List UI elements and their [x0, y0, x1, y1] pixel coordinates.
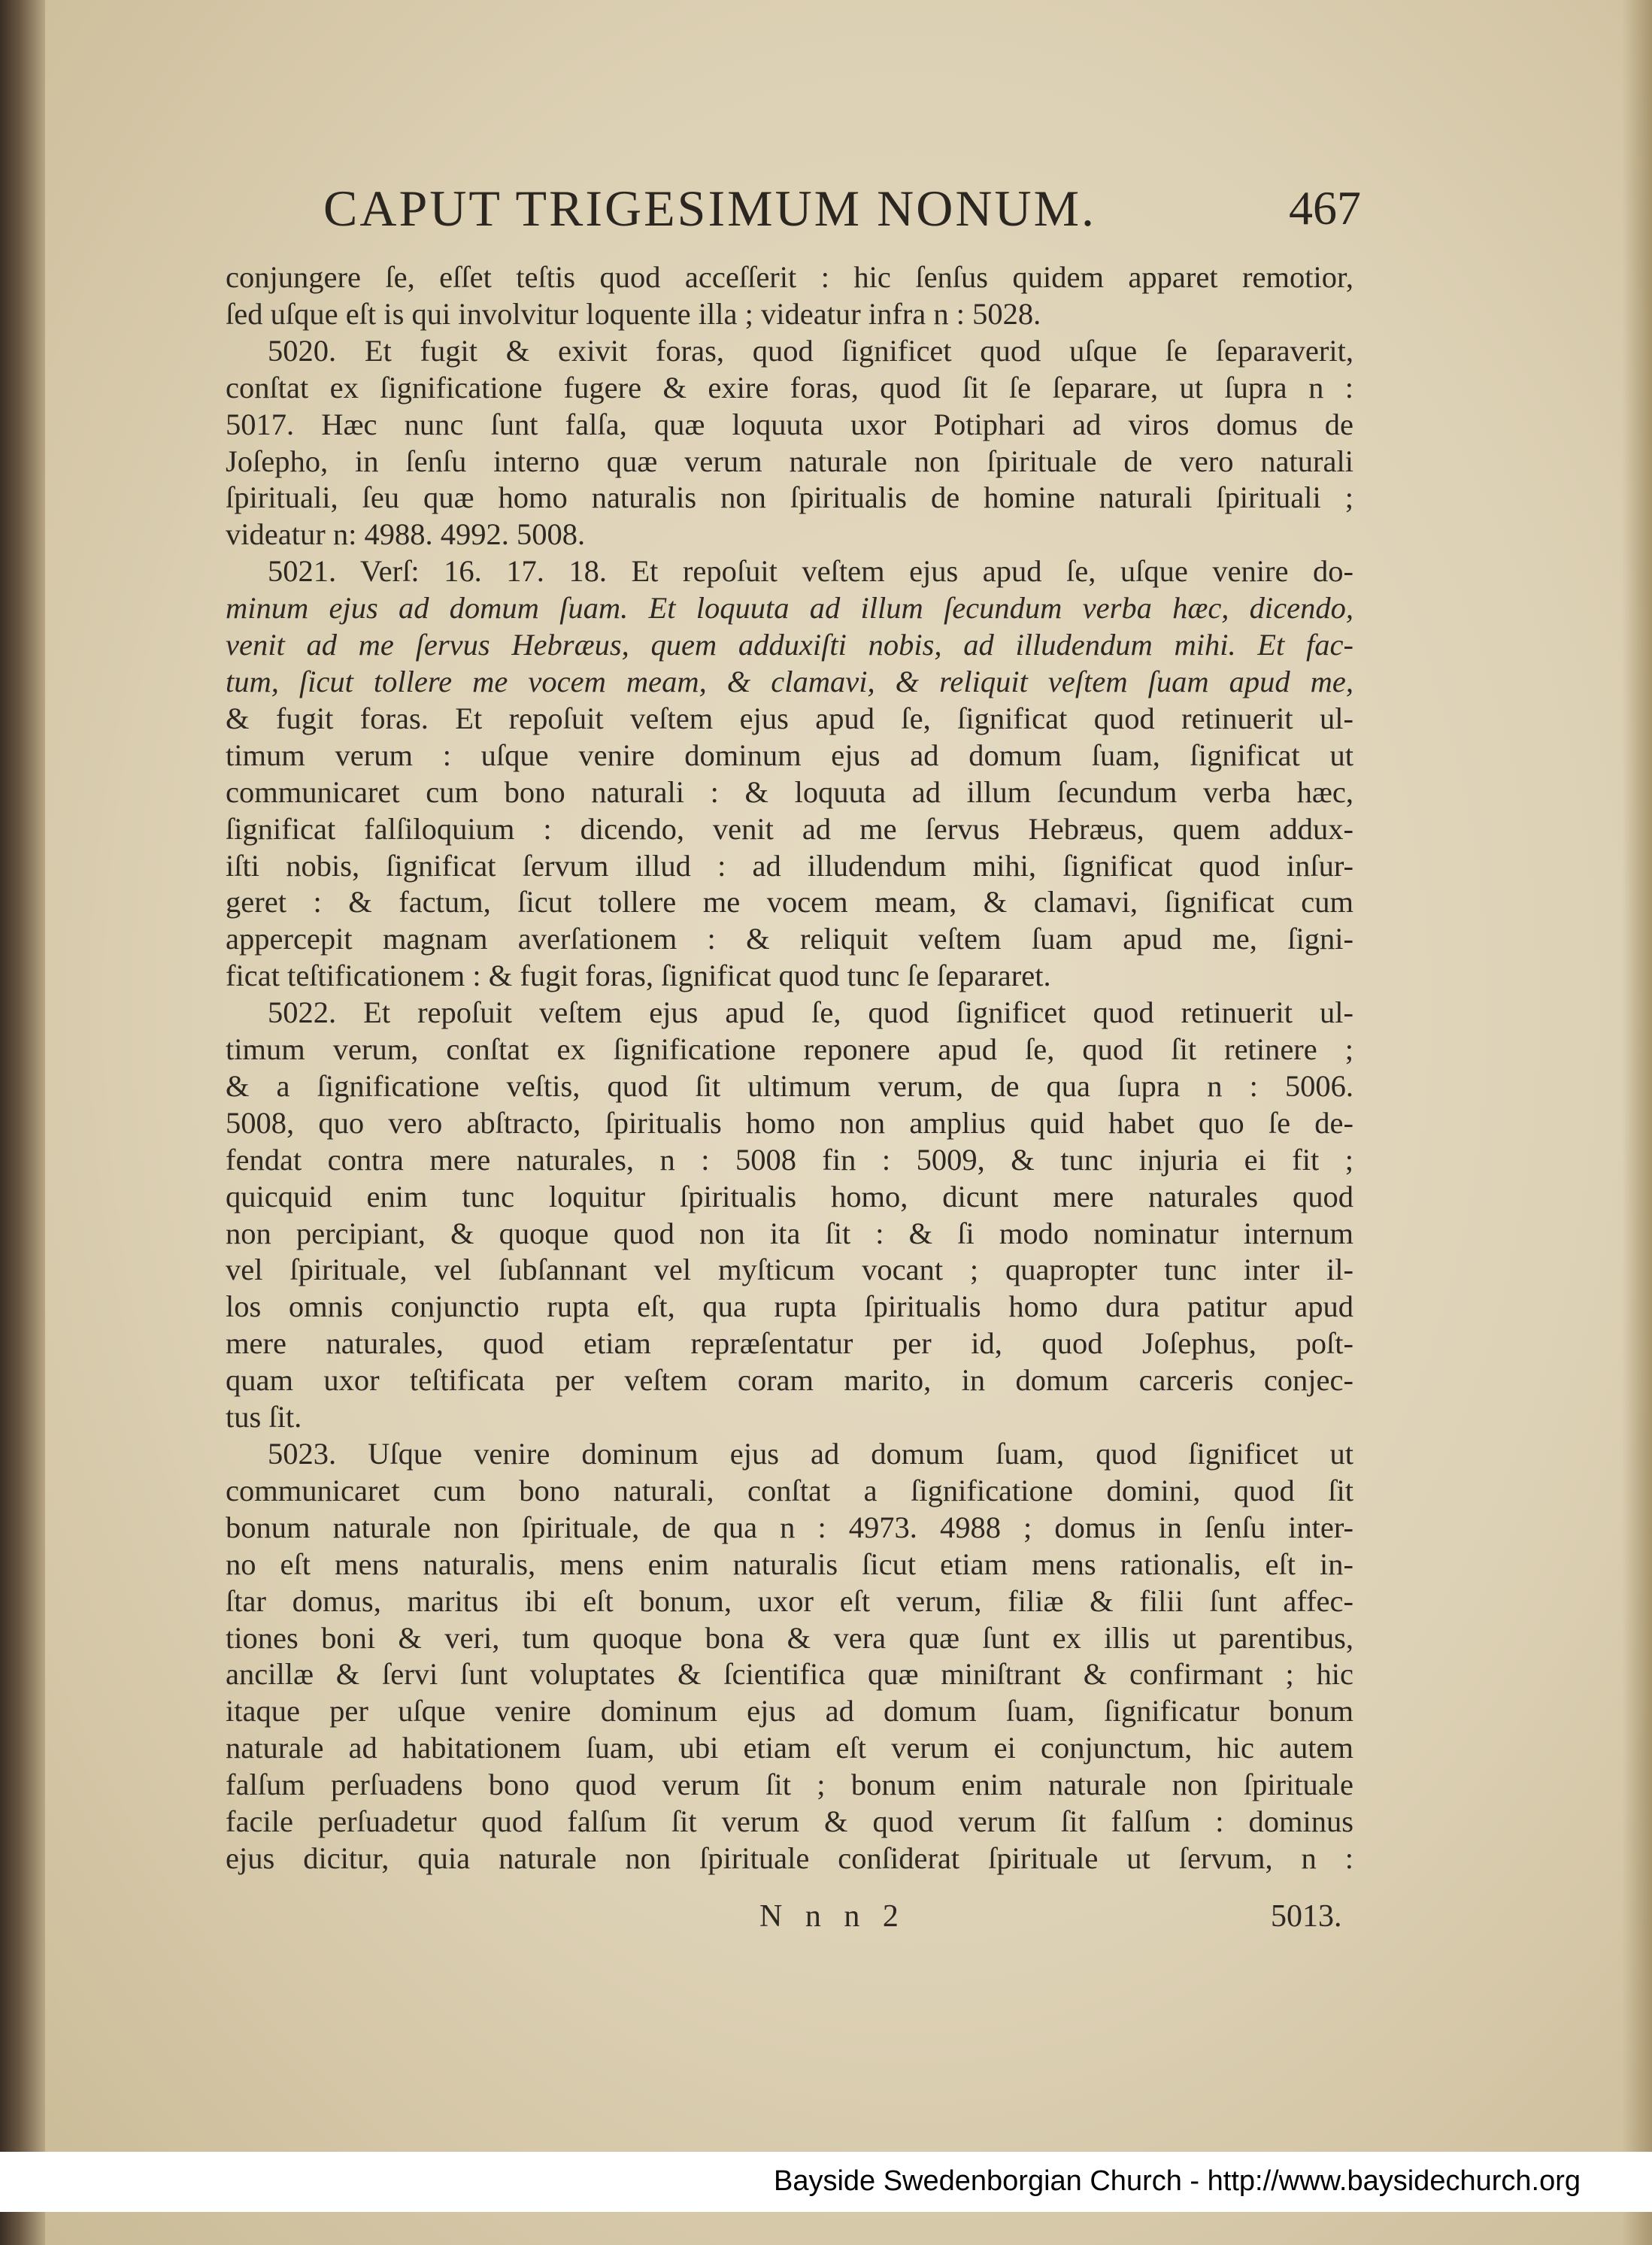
text-line: geret : & factum, ſicut tollere me vocem meam, & clamavi, ſignificat cum: [226, 885, 1353, 920]
watermark-text: Bayside Swedenborgian Church - http://www.baysidechurch.org: [773, 2165, 1581, 2197]
text-line: communicaret cum bono naturali : & loquuta ad illum ſecundum verba hæc,: [226, 774, 1353, 809]
text-line: fendat contra mere naturales, n : 5008 fin : 5009, & tunc injuria ei fit ;: [226, 1142, 1353, 1177]
paragraph-5021-start: 5021. Verſ: 16. 17. 18. Et repoſuit veſtem ejus apud ſe, uſque venire do-: [268, 554, 1353, 589]
text-line: videatur n: 4988. 4992. 5008.: [226, 517, 586, 552]
text-line: conſtat ex ſignificatione fugere & exire foras, quod ſit ſe ſeparare, ut ſupra n :: [226, 370, 1353, 404]
running-head: [323, 179, 1361, 247]
text-line: conjungere ſe, eſſet teſtis quod acceſſerit : hic ſenſus quidem apparet remotior,: [226, 260, 1353, 294]
text-line: facile perſuadetur quod falſum ſit verum & quod verum ſit falſum : dominus: [226, 1804, 1353, 1839]
paragraph-5022-start: 5022. Et repoſuit veſtem ejus apud ſe, quod ſignificet quod retinuerit ul-: [268, 995, 1353, 1030]
text-line: vel ſpirituale, vel ſubſannant vel myſticum vocant ; quapropter tunc inter il-: [226, 1253, 1353, 1287]
text-line-italic: minum ejus ad domum ſuam. Et loquuta ad illum ſecundum verba hæc, dicendo,: [226, 591, 1353, 626]
book-gutter: [0, 0, 45, 2245]
text-line: quam uxor teſtificata per veſtem coram marito, in domum carceris conjec-: [226, 1363, 1353, 1398]
signature-mark: N n n 2: [759, 1899, 906, 1934]
text-line: iſti nobis, ſignificat ſervum illud : ad illudendum mihi, ſignificat quod inſur-: [226, 848, 1353, 883]
text-line: ancillæ & ſervi ſunt voluptates & ſcientifica quæ miniſtrant & confirmant ; hic: [226, 1657, 1353, 1692]
text-line: ſed uſque eſt is qui involvitur loquente illa ; videatur infra n : 5028.: [226, 296, 1041, 331]
text-line: ſignificat falſiloquium : dicendo, venit ad me ſervus Hebræus, quem addux-: [226, 811, 1353, 846]
catchword: 5013.: [1271, 1899, 1342, 1934]
text-line: appercepit magnam averſationem : & reliquit veſtem ſuam apud me, ſigni-: [226, 922, 1353, 956]
paragraph-5020-start: 5020. Et fugit & exivit foras, quod ſignificet quod uſque ſe ſeparaverit,: [268, 333, 1353, 368]
text-line: itaque per uſque venire dominum ejus ad domum ſuam, ſignificatur bonum: [226, 1694, 1353, 1728]
text-line: timum verum : uſque venire dominum ejus ad domum ſuam, ſignificat ut: [226, 738, 1353, 772]
watermark-bar: [0, 2152, 1652, 2212]
text-line: tiones boni & veri, tum quoque bona & vera quæ ſunt ex illis ut parentibus,: [226, 1620, 1353, 1655]
chapter-title: CAPUT TRIGESIMUM NONUM.: [323, 180, 1097, 237]
text-line: quicquid enim tunc loquitur ſpiritualis homo, dicunt mere naturales quod: [226, 1179, 1353, 1213]
text-line: naturale ad habitationem ſuam, ubi etiam eſt verum ei conjunctum, hic autem: [226, 1731, 1353, 1765]
paragraph-5023-start: 5023. Uſque venire dominum ejus ad domum ſuam, quod ſignificet ut: [268, 1437, 1353, 1471]
text-line: no eſt mens naturalis, mens enim naturalis ſicut etiam mens rationalis, eſt in-: [226, 1547, 1353, 1581]
text-line: Joſepho, in ſenſu interno quæ verum naturale non ſpirituale de vero naturali: [226, 444, 1353, 478]
text-line-italic: venit ad me ſervus Hebræus, quem adduxiſti nobis, ad illudendum mihi. Et fac-: [226, 628, 1353, 662]
text-line: ejus dicitur, quia naturale non ſpirituale conſiderat ſpirituale ut ſervum, n :: [226, 1841, 1353, 1875]
text-line: timum verum, conſtat ex ſignificatione reponere apud ſe, quod ſit retinere ;: [226, 1032, 1353, 1067]
text-line: 5008, quo vero abſtracto, ſpiritualis homo non amplius quid habet quo ſe de-: [226, 1105, 1353, 1140]
text-line: communicaret cum bono naturali, conſtat a ſignificatione domini, quod ſit: [226, 1473, 1353, 1507]
text-line: los omnis conjunctio rupta eſt, qua rupta ſpiritualis homo dura patitur apud: [226, 1289, 1353, 1324]
text-line: falſum perſuadens bono quod verum ſit ; bonum enim naturale non ſpirituale: [226, 1768, 1353, 1802]
text-line: tus ſit.: [226, 1400, 302, 1435]
text-line: ſtar domus, maritus ibi eſt bonum, uxor eſt verum, filiæ & filii ſunt affec-: [226, 1583, 1353, 1618]
text-line: & a ſignificatione veſtis, quod ſit ultimum verum, de qua ſupra n : 5006.: [226, 1068, 1353, 1103]
text-line: ſpirituali, ſeu quæ homo naturalis non ſpiritualis de homine naturali ſpirituali ;: [226, 480, 1353, 515]
text-line: & fugit foras. Et repoſuit veſtem ejus apud ſe, ſignificat quod retinuerit ul-: [226, 701, 1353, 735]
page-edge: [1622, 0, 1652, 2245]
text-line: bonum naturale non ſpirituale, de qua n : 4973. 4988 ; domus in ſenſu inter-: [226, 1510, 1353, 1544]
page-number: 467: [1289, 181, 1361, 235]
body-text: [226, 259, 1353, 1877]
text-line: non percipiant, & quoque quod non ita ſit : & ſi modo nominatur internum: [226, 1216, 1353, 1250]
text-line-italic: tum, ſicut tollere me vocem meam, & clamavi, & reliquit veſtem ſuam apud me,: [226, 664, 1353, 698]
text-line: ficat teſtificationem : & fugit foras, ſignificat quod tunc ſe ſepararet.: [226, 959, 1051, 993]
text-line: 5017. Hæc nunc ſunt falſa, quæ loquuta uxor Potiphari ad viros domus de: [226, 407, 1353, 441]
text-line: mere naturales, quod etiam repræſentatur per id, quod Joſephus, poſt-: [226, 1326, 1353, 1361]
